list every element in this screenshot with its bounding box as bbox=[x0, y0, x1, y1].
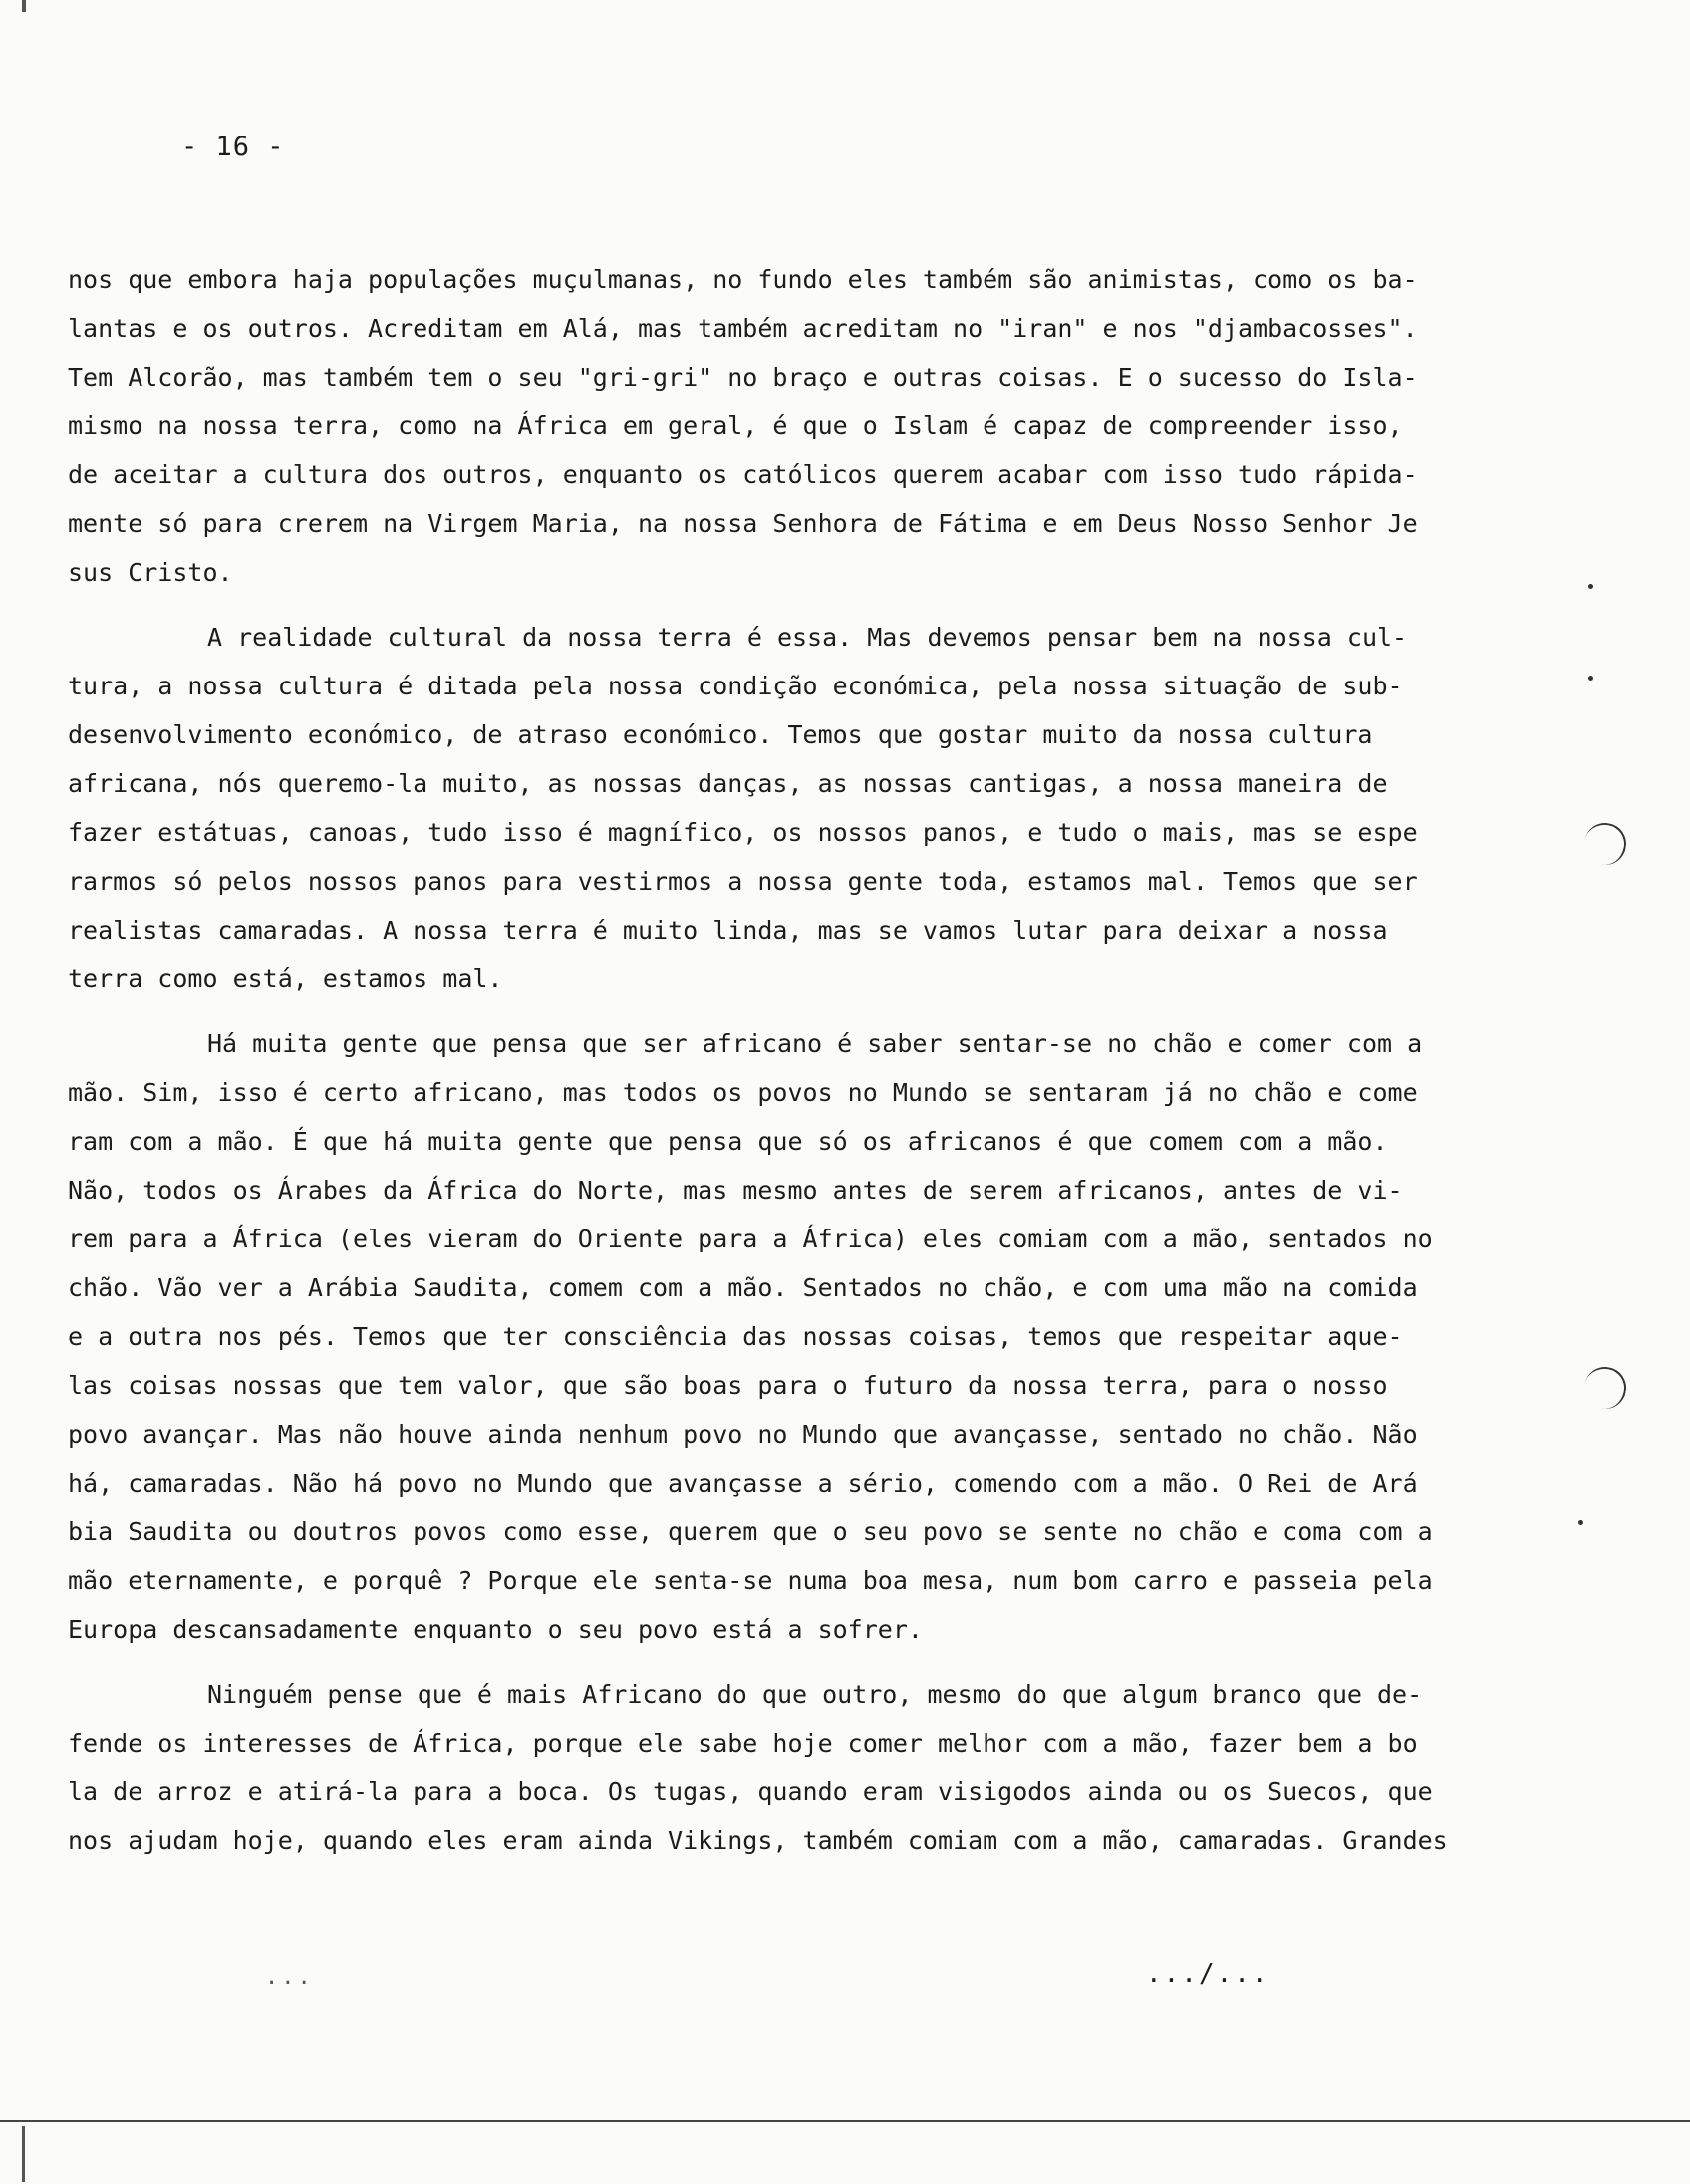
text-line: povo avançar. Mas não houve ainda nenhum povo no Mundo que avançasse, sentado no chão. Não bbox=[68, 1420, 1418, 1449]
paragraph bbox=[68, 613, 1503, 1003]
paragraph bbox=[68, 255, 1503, 597]
text-line: tura, a nossa cultura é ditada pela nossa condição económica, pela nossa situação de sub- bbox=[68, 672, 1403, 700]
text-line: de aceitar a cultura dos outros, enquanto os católicos querem acabar com isso tudo rápida- bbox=[68, 460, 1418, 489]
text-line: sus Cristo. bbox=[68, 558, 233, 587]
paragraph-gap bbox=[68, 1003, 1503, 1019]
scan-speck bbox=[1588, 584, 1593, 589]
text-line: A realidade cultural da nossa terra é essa. Mas devemos pensar bem na nossa cul- bbox=[207, 623, 1408, 652]
text-line: bia Saudita ou doutros povos como esse, querem que o seu povo se sente no chão e coma com a bbox=[68, 1517, 1433, 1546]
text-line: fende os interesses de África, porque ele sabe hoje comer melhor com a mão, fazer bem a bo bbox=[68, 1729, 1418, 1758]
text-line: mão. Sim, isso é certo africano, mas todos os povos no Mundo se sentaram já no chão e come bbox=[68, 1078, 1418, 1107]
scan-edge-mark bbox=[22, 0, 26, 12]
paragraph-gap bbox=[68, 1654, 1503, 1670]
text-line: desenvolvimento económico, de atraso económico. Temos que gostar muito da nossa cultura bbox=[68, 720, 1373, 749]
paragraph-gap bbox=[68, 597, 1503, 613]
text-line: africana, nós queremo-la muito, as nossas danças, as nossas cantigas, a nossa maneira de bbox=[68, 769, 1388, 798]
text-line: la de arroz e atirá-la para a boca. Os tugas, quando eram visigodos ainda ou os Suecos, que bbox=[68, 1777, 1433, 1806]
paragraph bbox=[68, 1019, 1503, 1654]
text-line: há, camaradas. Não há povo no Mundo que avançasse a sério, comendo com a mão. O Rei de Ará bbox=[68, 1469, 1418, 1498]
paragraph bbox=[68, 1670, 1503, 1865]
scan-speck bbox=[1578, 1520, 1583, 1525]
text-line: mente só para crerem na Virgem Maria, na nossa Senhora de Fátima e em Deus Nosso Senhor Je bbox=[68, 509, 1418, 538]
text-line: nos que embora haja populações muçulmanas, no fundo eles também são animistas, como os ba- bbox=[68, 265, 1418, 294]
text-line: terra como está, estamos mal. bbox=[68, 964, 503, 993]
punch-hole-mark bbox=[1581, 1364, 1630, 1413]
text-line: ram com a mão. É que há muita gente que pensa que só os africanos é que comem com a mão. bbox=[68, 1127, 1388, 1156]
text-line: Não, todos os Árabes da África do Norte, mas mesmo antes de serem africanos, antes de vi- bbox=[68, 1176, 1403, 1205]
text-line: chão. Vão ver a Arábia Saudita, comem com a mão. Sentados no chão, e com uma mão na comida bbox=[68, 1273, 1418, 1302]
text-line: Há muita gente que pensa que ser africano é saber sentar-se no chão e comer com a bbox=[207, 1029, 1423, 1058]
page-number: - 16 - bbox=[181, 132, 285, 162]
text-line: nos ajudam hoje, quando eles eram ainda Vikings, também comiam com a mão, camaradas. Grandes bbox=[68, 1826, 1448, 1855]
text-line: Ninguém pense que é mais Africano do que outro, mesmo do que algum branco que de- bbox=[207, 1680, 1423, 1709]
punch-hole-mark bbox=[1581, 820, 1630, 869]
scan-speck bbox=[1588, 676, 1593, 681]
text-line: Tem Alcorão, mas também tem o seu "gri-gri" no braço e outras coisas. E o sucesso do Isla- bbox=[68, 363, 1418, 392]
footer-ellipsis: ... bbox=[265, 1965, 314, 1990]
text-line: realistas camaradas. A nossa terra é muito linda, mas se vamos lutar para deixar a nossa bbox=[68, 916, 1388, 945]
text-line: rem para a África (eles vieram do Oriente para a África) eles comiam com a mão, sentados no bbox=[68, 1225, 1433, 1253]
text-line: lantas e os outros. Acreditam em Alá, mas também acreditam no "iran" e nos "djambacosses". bbox=[68, 314, 1418, 343]
body-text bbox=[68, 255, 1503, 1865]
text-line: e a outra nos pés. Temos que ter consciência das nossas coisas, temos que respeitar aque- bbox=[68, 1322, 1403, 1351]
text-line: Europa descansadamente enquanto o seu povo está a sofrer. bbox=[68, 1615, 923, 1644]
continuation-marker: .../... bbox=[1146, 1959, 1269, 1989]
text-line: mão eternamente, e porquê ? Porque ele senta-se numa boa mesa, num bom carro e passeia pela bbox=[68, 1566, 1433, 1595]
text-line: mismo na nossa terra, como na África em geral, é que o Islam é capaz de compreender isso, bbox=[68, 411, 1403, 440]
text-line: rarmos só pelos nossos panos para vestirmos a nossa gente toda, estamos mal. Temos que ser bbox=[68, 867, 1418, 896]
scan-edge-mark bbox=[22, 2126, 25, 2182]
bottom-rule bbox=[0, 2120, 1690, 2122]
text-line: las coisas nossas que tem valor, que são boas para o futuro da nossa terra, para o nosso bbox=[68, 1371, 1388, 1400]
text-line: fazer estátuas, canoas, tudo isso é magnífico, os nossos panos, e tudo o mais, mas se espe bbox=[68, 818, 1418, 847]
